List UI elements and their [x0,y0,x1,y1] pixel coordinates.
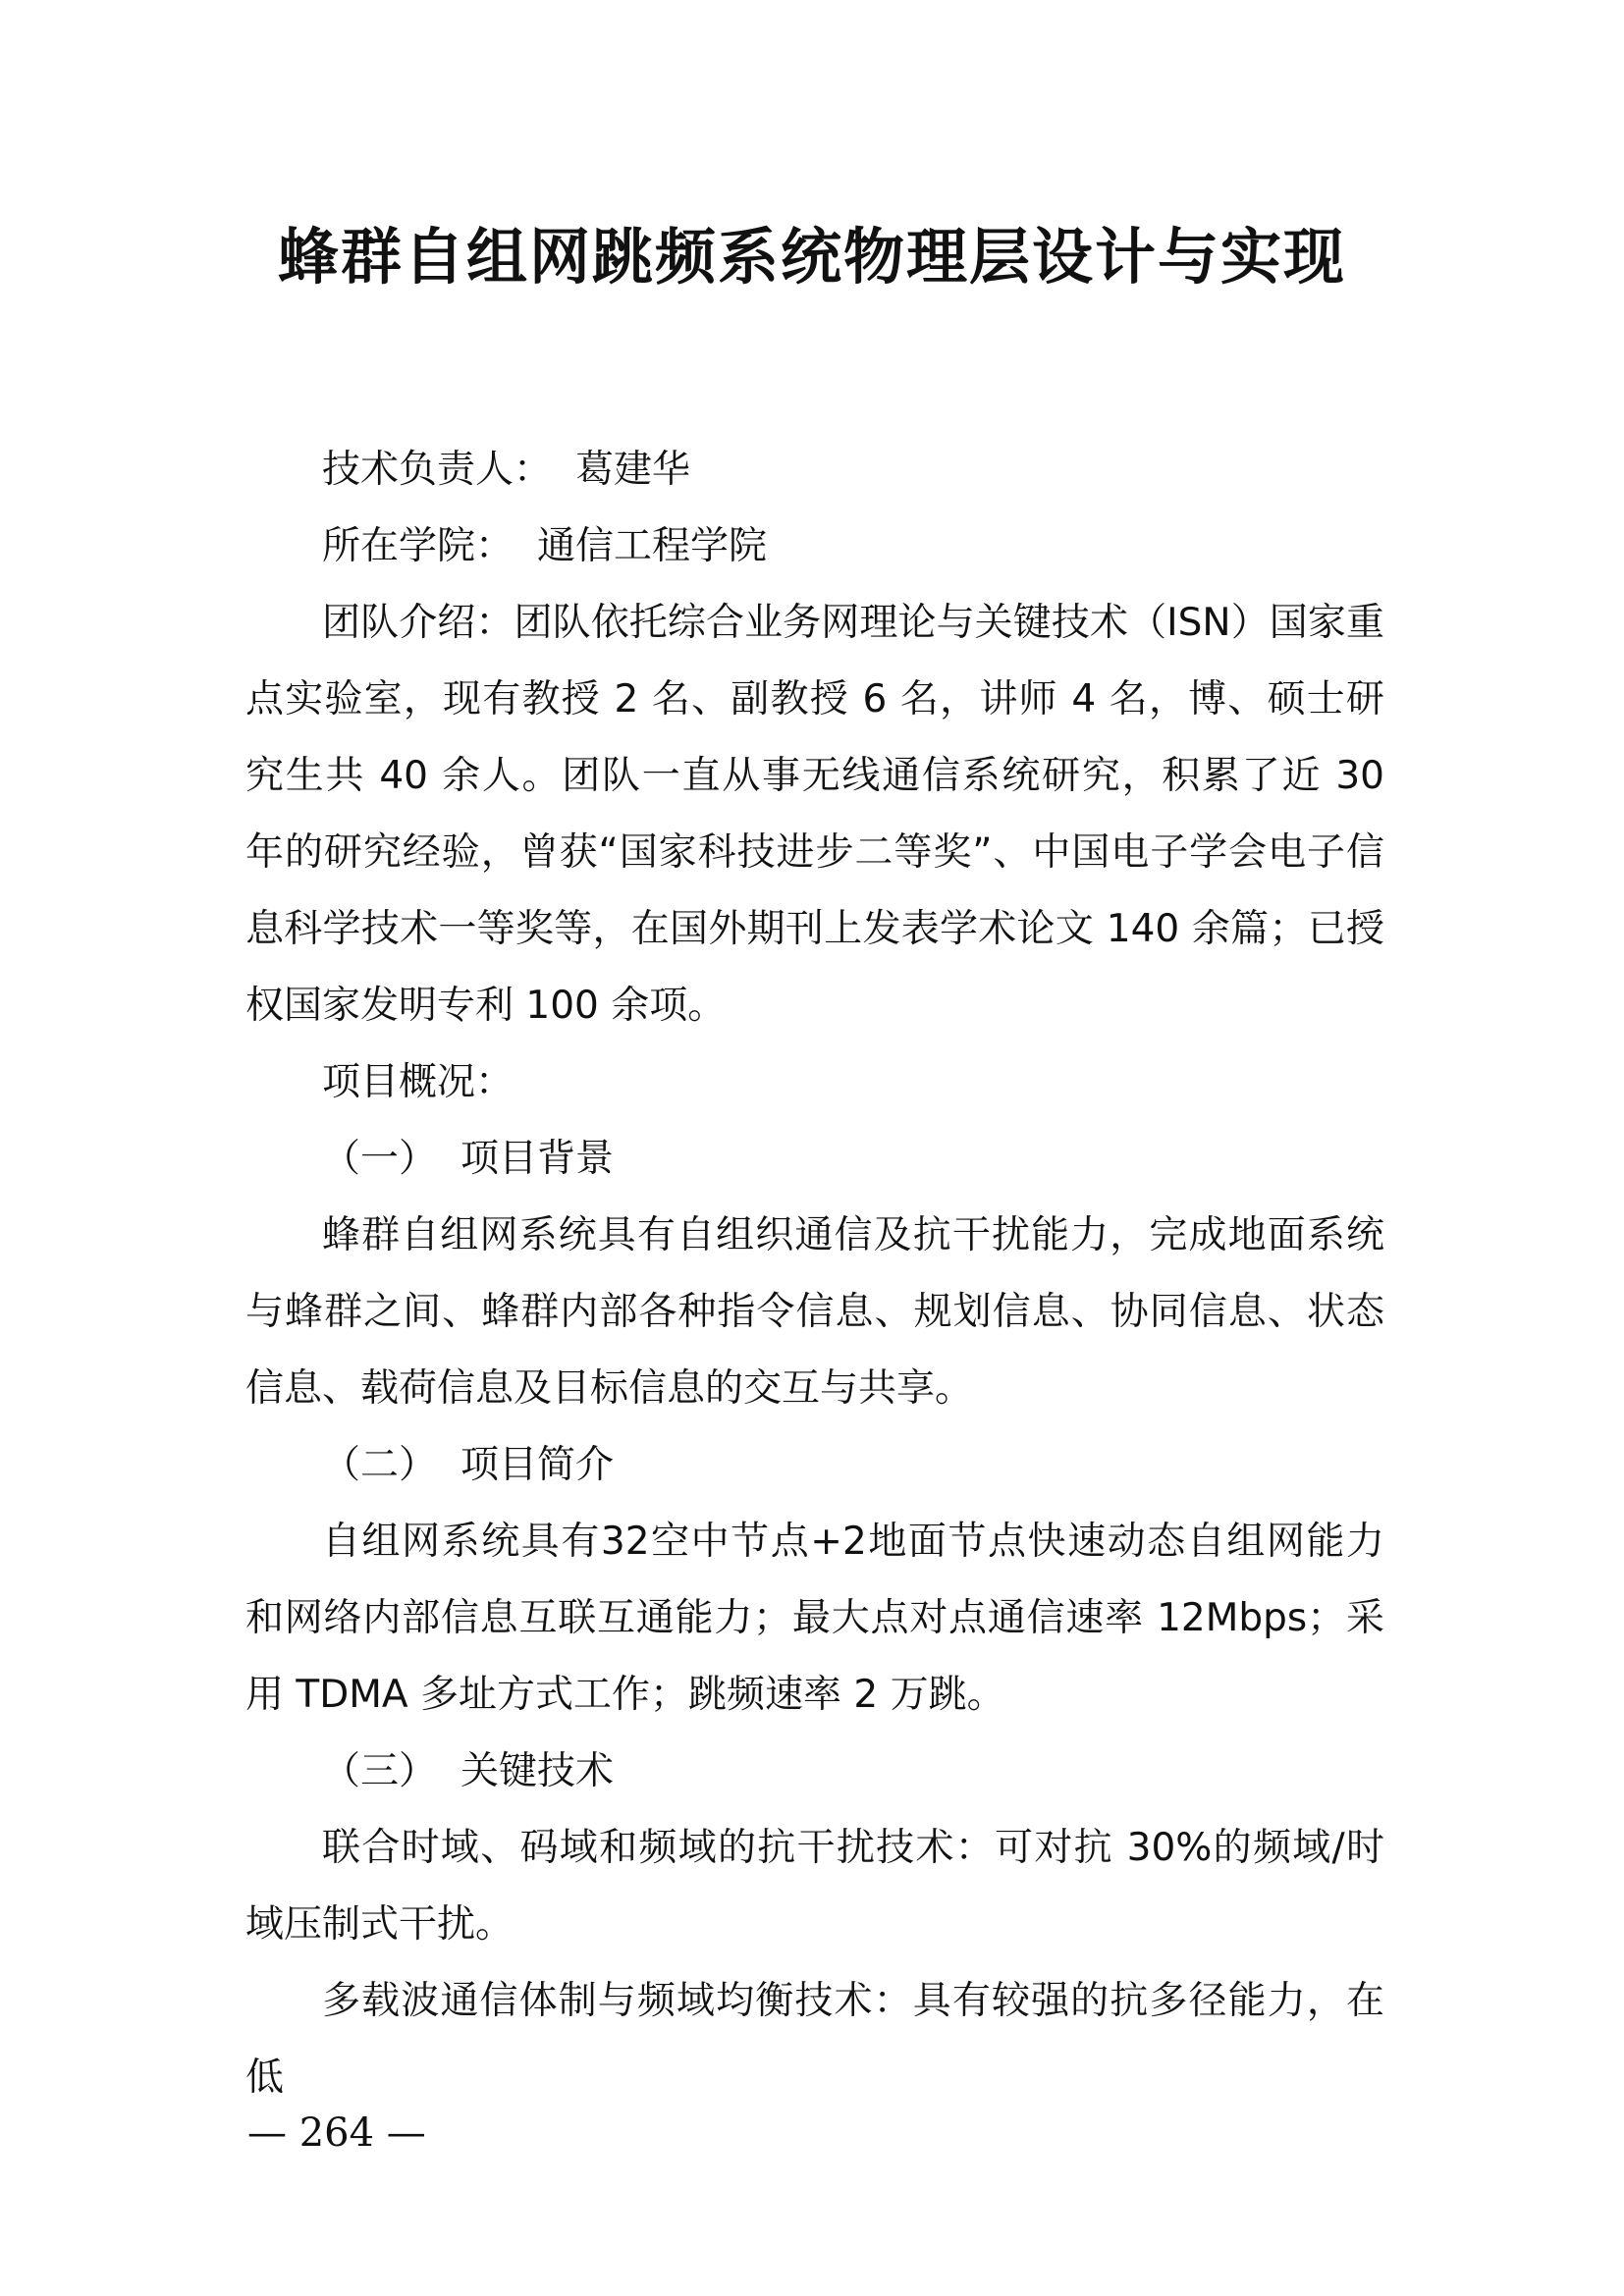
page-number: — 264 — [247,2110,426,2156]
section-title: 项目背景 [460,1137,615,1181]
section-paragraph: 自组网系统具有32空中节点+2地面节点快速动态自组网能力和网络内部信息互联互通能力；最大点对点通信速率 12Mbps；采用 TDMA 多址方式工作；跳频速率 2 万跳。 [245,1520,1384,1717]
tech-lead-value: 葛建华 [575,448,691,492]
section-paragraph: 蜂群自组网系统具有自组织通信及抗干扰能力，完成地面系统与蜂群之间、蜂群内部各种指令信息、规划信息、协同信息、状态信息、载荷信息及目标信息的交互与共享。 [245,1213,1384,1411]
section-paragraph: 联合时域、码域和频域的抗干扰技术：可对抗 30%的频域/时域压制式干扰。 [245,1826,1384,1947]
document-title: 蜂群自组网跳频系统物理层设计与实现 [277,221,1346,293]
section-number: （三） [322,1749,438,1793]
tech-lead-label: 技术负责人： [322,448,553,492]
section-title: 关键技术 [460,1749,615,1793]
section-number: （二） [322,1443,438,1487]
section-paragraph: 多载波通信体制与频域均衡技术：具有较强的抗多径能力，在低 [245,1979,1384,2100]
college-line [245,508,1384,585]
team-intro-paragraph: 团队介绍：团队依托综合业务网理论与关键技术（ISN）国家重点实验室，现有教授 2 名、副教授 6 名，讲师 4 名，博、硕士研究生共 40 余人。团队一直从事无线通信系统研究，积累了近 30 年的研究经验，曾获“国家科技进步二等奖”、中国电子学会电子信息科学技术一等奖等，在国外期刊上发表学术论文 140 余篇；已授权国家发明专利 100 余项。 [245,601,1384,1028]
section-heading [245,1734,1384,1810]
section-title: 项目简介 [460,1443,615,1487]
document-body [245,432,1384,2116]
tech-lead-line [245,432,1384,508]
college-value: 通信工程学院 [537,524,768,568]
overview-label: 项目概况： [322,1060,514,1104]
section-heading [245,1427,1384,1504]
section-heading [245,1121,1384,1198]
college-label: 所在学院： [322,524,514,568]
section-number: （一） [322,1137,438,1181]
